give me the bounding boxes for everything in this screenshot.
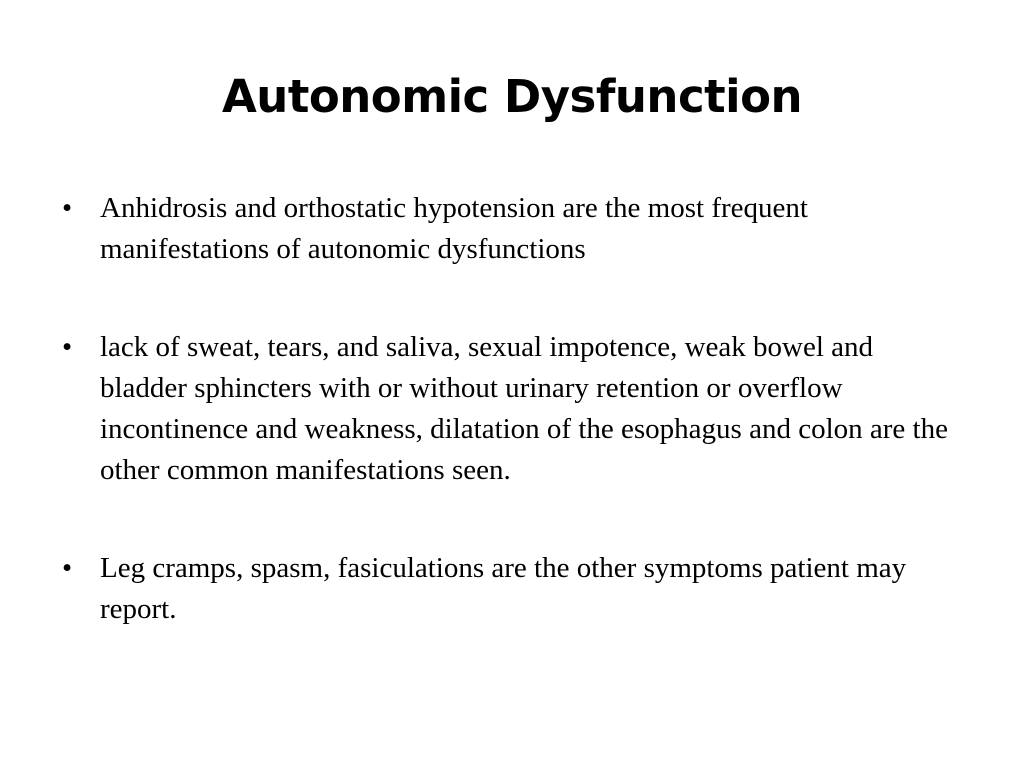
bullet-icon: • — [62, 331, 73, 363]
bullet-icon: • — [62, 552, 73, 584]
bullet-icon: • — [62, 192, 73, 224]
bullet-text: lack of sweat, tears, and saliva, sexual impotence, weak bowel and bladder sphincters with or without urinary retention or overflow incontinence and weakness, dilatation of the esophagus and colon are the other common manifestations seen. — [100, 331, 948, 486]
bullet-item — [62, 548, 962, 630]
bullet-text: Leg cramps, spasm, fasiculations are the other symptoms patient may report. — [100, 552, 907, 625]
bullet-text: Anhidrosis and orthostatic hypotension are the most frequent manifestations of autonomic dysfunctions — [100, 192, 808, 265]
bullet-item — [62, 188, 962, 270]
slide-title: Autonomic Dysfunction — [221, 70, 803, 123]
bullet-list — [62, 188, 962, 687]
bullet-item — [62, 327, 962, 491]
